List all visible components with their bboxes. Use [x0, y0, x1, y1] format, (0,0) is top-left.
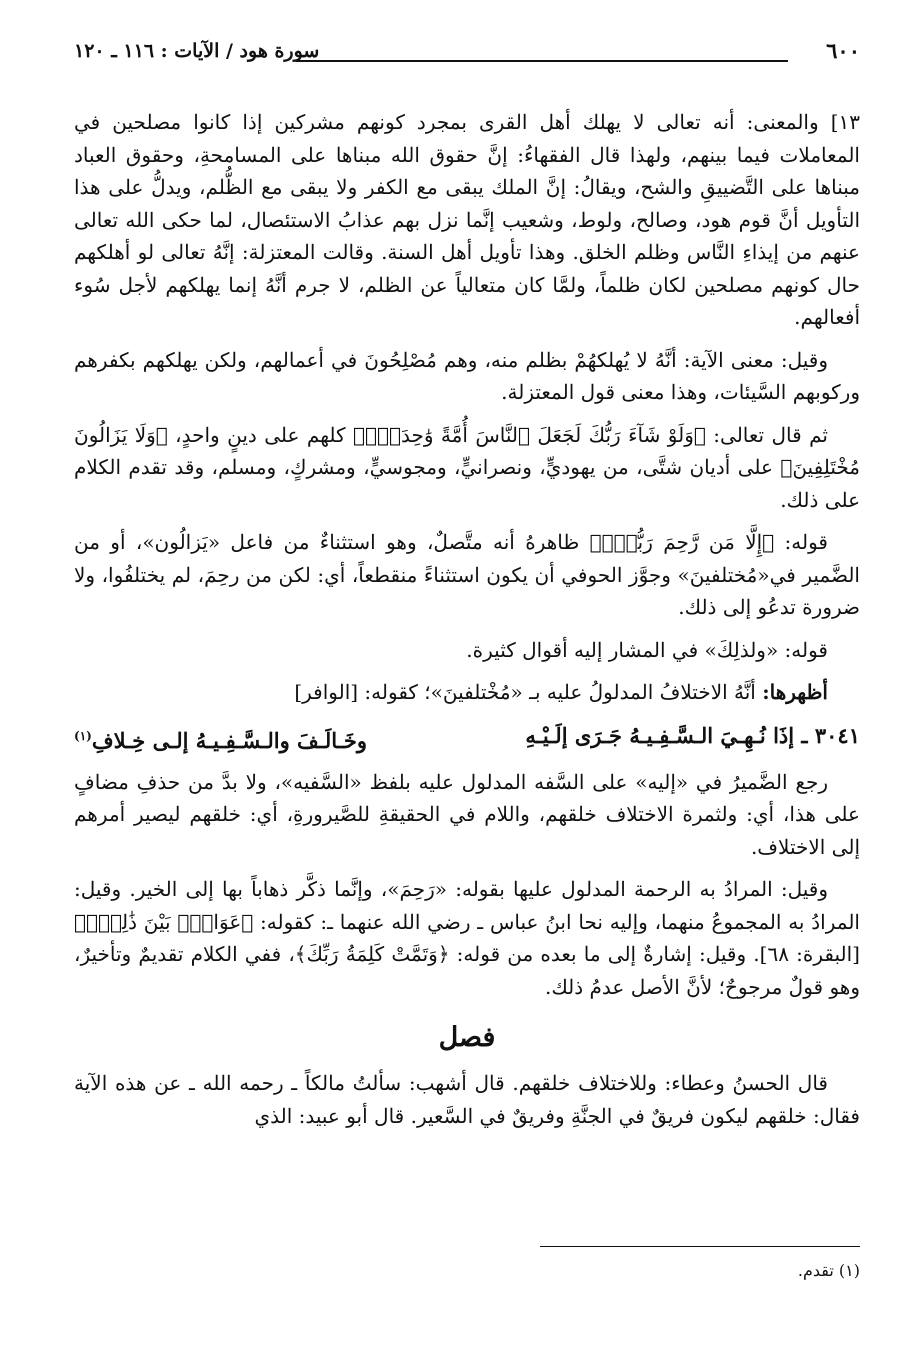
paragraph-6-lead: أظهرها:	[762, 680, 828, 704]
paragraph-8: وقيل: المرادُ به الرحمة المدلول عليها بقوله: «رَحِمَ»، وإنَّما ذكَّر ذهاباً بها إلى الخير. وقيل: المرادُ به المجموعُ منهما، وإليه نحا ابنُ عباس ـ رضي الله عنهما ـ: كقوله: ﴿عَوَانٌۢ بَيْنَ ذَٰلِكَۖ﴾ [البقرة: ٦٨]. وقيل: إشارةٌ إلى ما بعده من قوله: ﴿وَتَمَّتْ كَلِمَةُ رَبِّكَ﴾، ففي الكلام تقديمٌ وتأخيرٌ، وهو قولٌ مرجوحٌ؛ لأنَّ الأصل عدمُ ذلك.	[74, 877, 860, 999]
page-number: ٦٠٠	[826, 38, 860, 63]
paragraph-6-text: أنَّهُ الاختلافُ المدلولُ عليه بـ «مُخْتلفينَ»؛ كقوله: [الوافر]	[294, 680, 756, 704]
verse-second-hemistich	[74, 719, 367, 758]
page-header	[74, 38, 860, 68]
section-heading: فصل	[438, 1022, 496, 1053]
footnote-rule	[540, 1246, 860, 1247]
paragraph-9: قال الحسنُ وعطاء: وللاختلاف خلقهم. قال أشهب: سألتُ مالكاً ـ رحمه الله ـ عن هذه الآية فقال: خلقهم ليكون فريقٌ في الجنَّةِ وفريقٌ في السَّعير. قال أبو عبيد: الذي	[74, 1071, 860, 1128]
poetry-verse	[74, 719, 860, 758]
paragraph-4: قوله: ﴿إِلَّا مَن رَّحِمَ رَبُّكَۚ﴾ ظاهرهُ أنه متَّصلٌ، وهو استثناءٌ من فاعل «يَزالُون»، أو من الضَّمير في«مُختلفينَ» وجوَّز الحوفي أن يكون استثناءً منقطعاً، أي: لكن من رحِمَ، لم يختلفُوا، ولا ضرورة تدعُو إلى ذلك.	[74, 530, 860, 619]
paragraph-6	[74, 676, 860, 709]
header-rule	[296, 60, 788, 62]
paragraph-3: ثم قال تعالى: ﴿وَلَوْ شَآءَ رَبُّكَ لَجَعَلَ ٱلنَّاسَ أُمَّةً وَٰحِدَةًۖ﴾ كلهم على دينٍ واحدٍ، ﴿وَلَا يَزَالُونَ مُخْتَلِفِينَ﴾ على أديان شتَّى، من يهوديٍّ، ونصرانيٍّ، ومجوسيٍّ، ومشركٍ، ومسلم، وقد تقدم الكلام على ذلك.	[74, 422, 860, 512]
paragraph-5: قوله: «ولذلِكَ» في المشار إليه أقوال كثيرة.	[466, 637, 828, 662]
footnote-marker: (١)	[74, 728, 92, 743]
running-title: سورة هود / الآيات : ١١٦ ـ ١٢٠	[74, 40, 320, 62]
verse-number: ٣٠٤١ ـ	[801, 722, 860, 748]
verse-second-text: وخَـالَـفَ والـسَّـفِـيـهُ إلـى خِـلافِ	[91, 727, 367, 753]
verse-first-text: إذَا نُـهِـيَ الـسَّـفِـيـهُ جَـرَى إلَـيْـهِ	[525, 722, 795, 748]
footnote: (١) تقدم.	[797, 1261, 860, 1280]
book-page	[74, 28, 860, 1348]
paragraph-1: ١٣] والمعنى: أنه تعالى لا يهلك أهل القرى بمجرد كونهم مشركين إذا كانوا مصلحين في المعاملات فيما بينهم، ولهذا قال الفقهاءُ: إنَّ حقوق الله مبناها على المسامحةِ، وحقوق العباد مبناها على التَّضييقِ والشح، ويقالُ: إنَّ الملك يبقى مع الكفر ولا يبقى مع الظُّلم، ويدلُّ على هذا التأويل أنَّ قوم هود، وصالح، ولوط، وشعيب إنَّما نزل بهم عذابُ الاستئصال، لما حكى الله تعالى عنهم من إيذاءِ النَّاس وظلم الخلق. وهذا تأويل أهل السنة. وقالت المعتزلة: إنَّهُ تعالى لو أهلكهم حال كونهم مصلحين لكان ظلماً، ولمَّا كان متعالياً عن الظلم، لا جرم أنَّهُ إنما يهلكهم لأجل سُوء أفعالهم.	[74, 110, 860, 329]
paragraph-2: وقيل: معنى الآية: أنَّهُ لا يُهلكهُمْ بظلم منه، وهم مُصْلِحُونَ في أعمالهم، ولكن يهلكهم بكفرهم وركوبهم السَّيئات، وهذا معنى قول المعتزلة.	[74, 347, 860, 404]
page-body	[74, 106, 860, 1142]
paragraph-7: رجع الضَّميرُ في «إليه» على السَّفه المدلول عليه بلفظ «السَّفيه»، ولا بدَّ من حذفِ مضافٍ على هذا، أي: ولثمرة الاختلاف خلقهم، واللام في الحقيقةِ للصَّيرورةِ، أي: خلقهم ليصير أمرهم إلى الاختلاف.	[74, 769, 860, 859]
verse-first-hemistich	[525, 719, 860, 758]
